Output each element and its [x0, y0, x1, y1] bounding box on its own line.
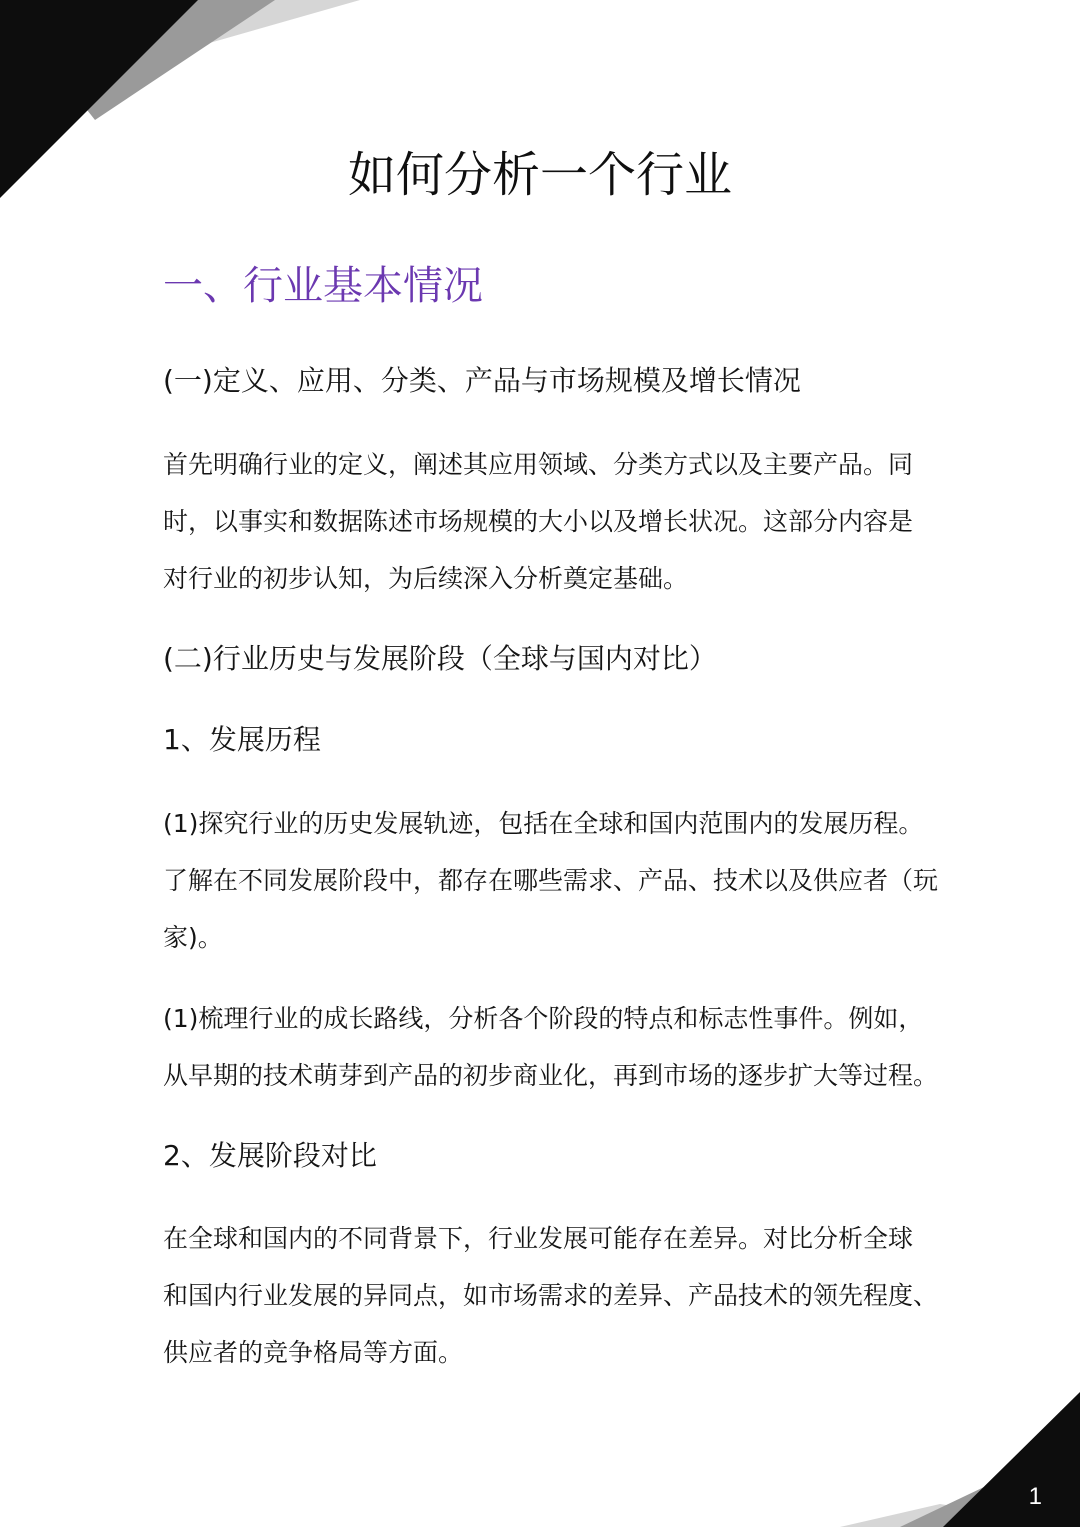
corner-decoration-bottom-right [840, 1392, 1080, 1527]
subsection-heading-history: (二)行业历史与发展阶段（全球与国内对比） [163, 642, 717, 675]
paragraph-line: (1)探究行业的历史发展轨迹，包括在全球和国内范围内的发展历程。 [163, 809, 924, 838]
paragraph-line: 了解在不同发展阶段中，都存在哪些需求、产品、技术以及供应者（玩 [163, 866, 939, 895]
paragraph-definition [163, 436, 933, 607]
paragraph-growth-route [163, 990, 939, 1104]
paragraph-line: 从早期的技术萌芽到产品的初步商业化，再到市场的逐步扩大等过程。 [163, 1061, 939, 1090]
document-title: 如何分析一个行业 [347, 147, 732, 203]
paragraph-line: 时，以事实和数据陈述市场规模的大小以及增长状况。这部分内容是 [163, 507, 914, 536]
subsection-heading-definition: (一)定义、应用、分类、产品与市场规模及增长情况 [163, 364, 801, 397]
item-heading-stage-comparison: 2、发展阶段对比 [163, 1139, 377, 1172]
paragraph-line: 对行业的初步认知，为后续深入分析奠定基础。 [163, 564, 689, 593]
paragraph-line: (1)梳理行业的成长路线，分析各个阶段的特点和标志性事件。例如， [163, 1004, 924, 1033]
paragraph-history-trajectory [163, 795, 939, 966]
paragraph-line: 家)。 [163, 923, 223, 952]
item-heading-development-history: 1、发展历程 [163, 723, 321, 756]
paragraph-line: 在全球和国内的不同背景下，行业发展可能存在差异。对比分析全球 [163, 1224, 914, 1253]
paragraph-line: 供应者的竞争格局等方面。 [163, 1338, 464, 1367]
paragraph-line: 和国内行业发展的异同点，如市场需求的差异、产品技术的领先程度、 [163, 1281, 939, 1310]
paragraph-line: 首先明确行业的定义，阐述其应用领域、分类方式以及主要产品。同 [163, 450, 914, 479]
section-heading: 一、行业基本情况 [163, 263, 483, 309]
paragraph-stage-comparison [163, 1210, 939, 1381]
page-number: 1 [1028, 1483, 1042, 1510]
